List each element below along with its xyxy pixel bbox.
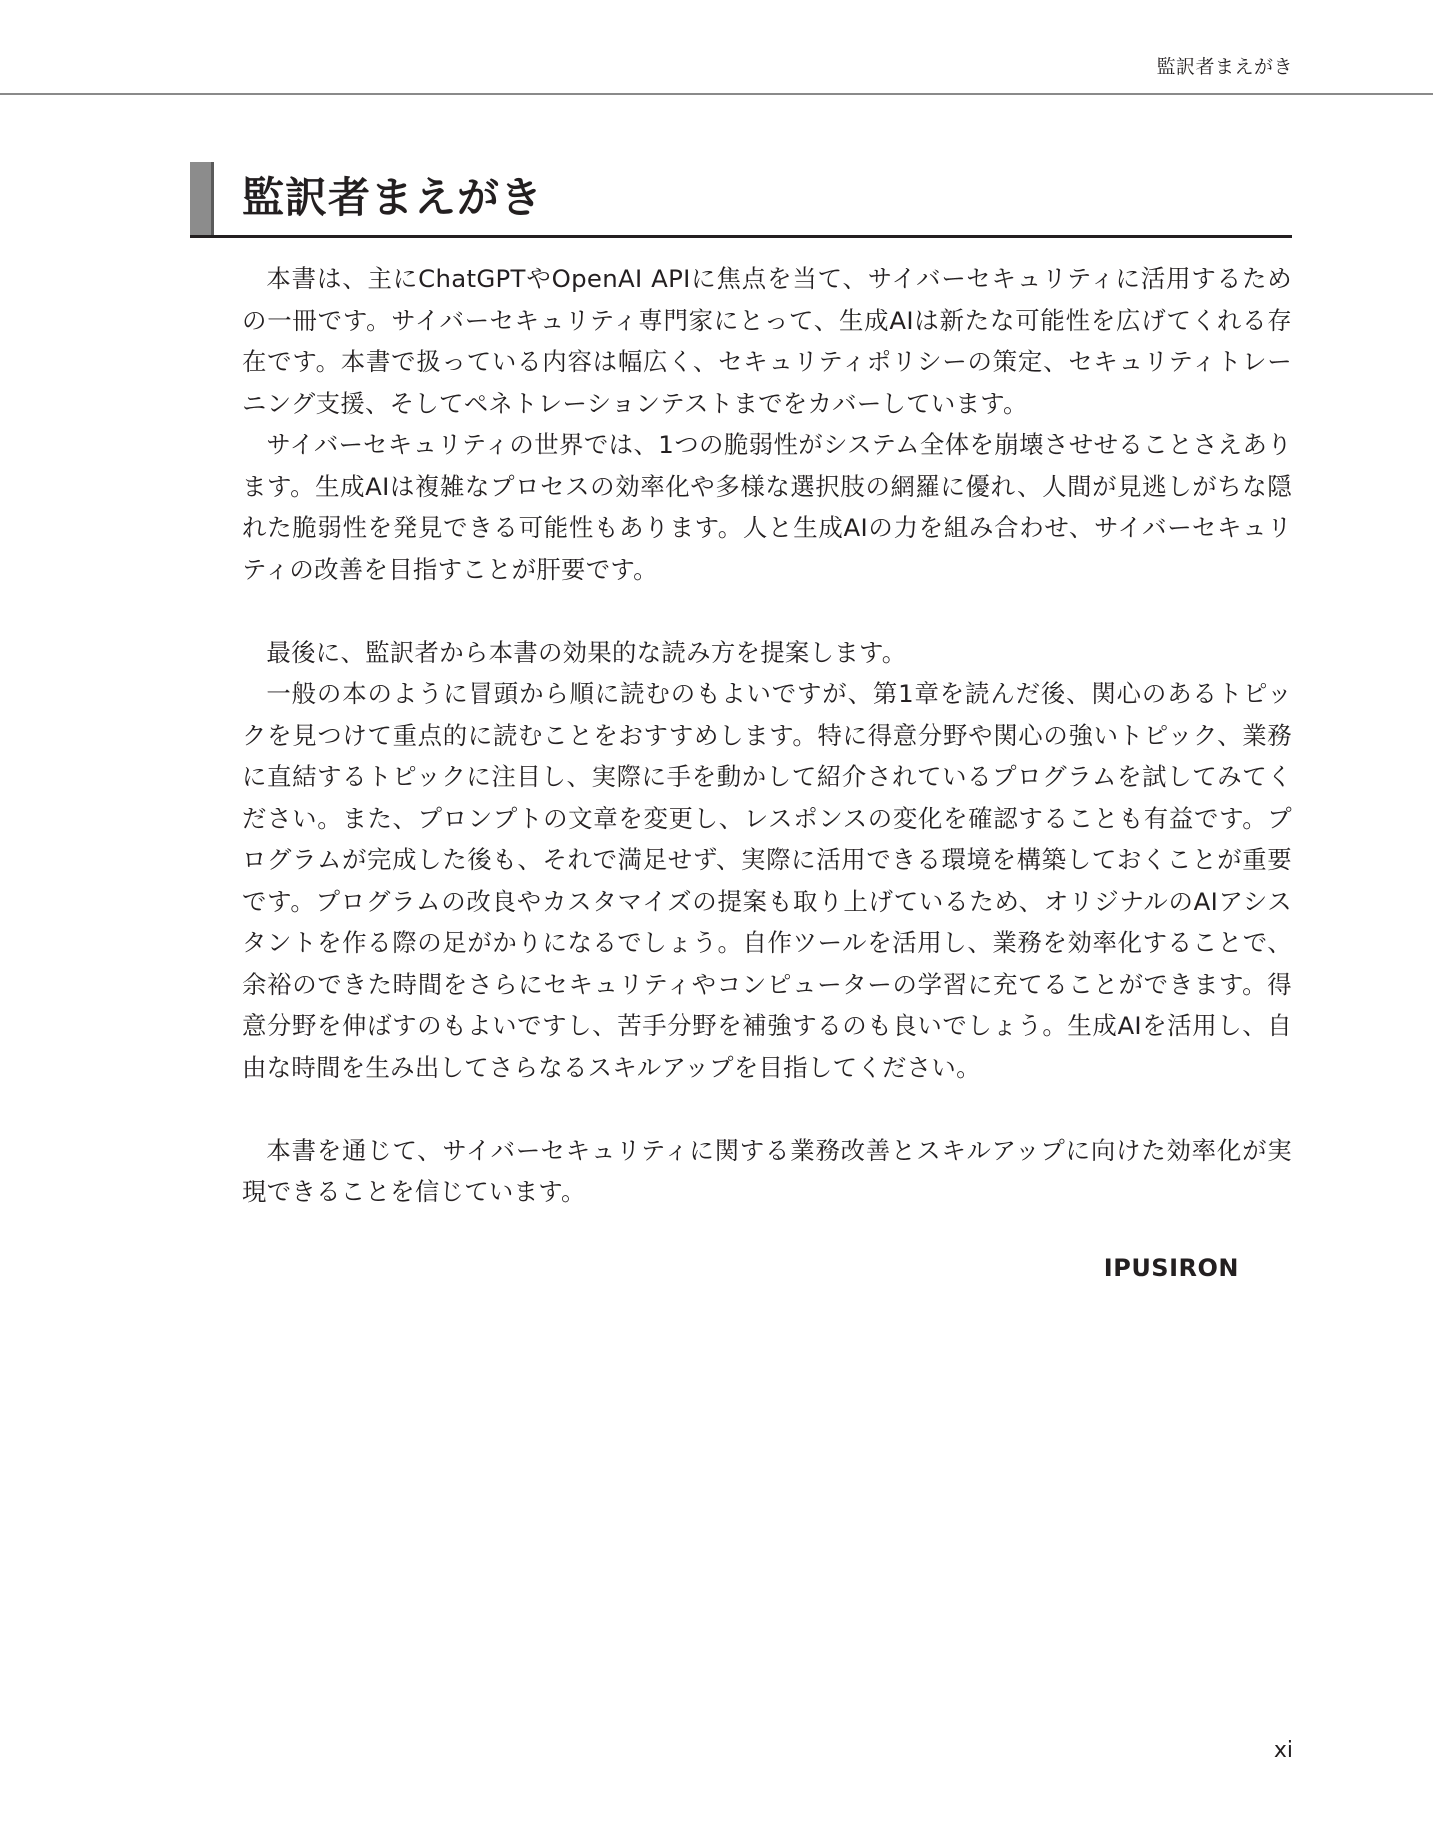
body-text [242, 258, 1292, 1213]
paragraph-intro: 本書は、主にChatGPTやOpenAI APIに焦点を当て、サイバーセキュリティに活用するための一冊です。サイバーセキュリティ専門家にとって、生成AIは新たな可能性を広げてくれる存在です。本書で扱っている内容は幅広く、セキュリティポリシーの策定、セキュリティトレーニング支援、そしてペネトレーションテストまでをカバーしています。 [242, 264, 1292, 418]
title-accent-bar [190, 162, 214, 235]
page-number: xi [1273, 1738, 1293, 1763]
running-header: 監訳者まえがき [1156, 56, 1293, 78]
paragraph-reading-advice: 一般の本のように冒頭から順に読むのもよいですが、第1章を読んだ後、関心のあるトピックを見つけて重点的に読むことをおすすめします。特に得意分野や関心の強いトピック、業務に直結するトピックに注目し、実際に手を動かして紹介されているプログラムを試してみてください。また、プロンプトの文章を変更し、レスポンスの変化を確認することも有益です。プログラムが完成した後も、それで満足せず、実際に活用できる環境を構築しておくことが重要です。プログラムの改良やカスタマイズの提案も取り上げているため、オリジナルのAIアシスタントを作る際の足がかりになるでしょう。自作ツールを活用し、業務を効率化することで、余裕のできた時間をさらにセキュリティやコンピューターの学習に充てることができます。得意分野を伸ばすのもよいですし、苦手分野を補強するのも良いでしょう。生成AIを活用し、自由な時間を生み出してさらなるスキルアップを目指してください。 [242, 679, 1292, 1082]
signature: IPUSIRON [1103, 1254, 1239, 1282]
paragraph-gap [242, 590, 1292, 632]
paragraph-gap [242, 1088, 1292, 1130]
paragraph-reading-intro: 最後に、監訳者から本書の効果的な読み方を提案します。 [266, 637, 907, 667]
paragraph-vulnerability: サイバーセキュリティの世界では、1つの脆弱性がシステム全体を崩壊させせることさえあります。生成AIは複雑なプロセスの効率化や多様な選択肢の網羅に優れ、人間が見逃しがちな隠れた脆弱性を発見できる可能性もあります。人と生成AIの力を組み合わせ、サイバーセキュリティの改善を目指すことが肝要です。 [242, 430, 1292, 584]
chapter-title-block [190, 162, 1292, 238]
header-rule [0, 93, 1433, 95]
chapter-title: 監訳者まえがき [242, 173, 544, 222]
paragraph-closing: 本書を通じて、サイバーセキュリティに関する業務改善とスキルアップに向けた効率化が実現できることを信じています。 [242, 1135, 1292, 1206]
